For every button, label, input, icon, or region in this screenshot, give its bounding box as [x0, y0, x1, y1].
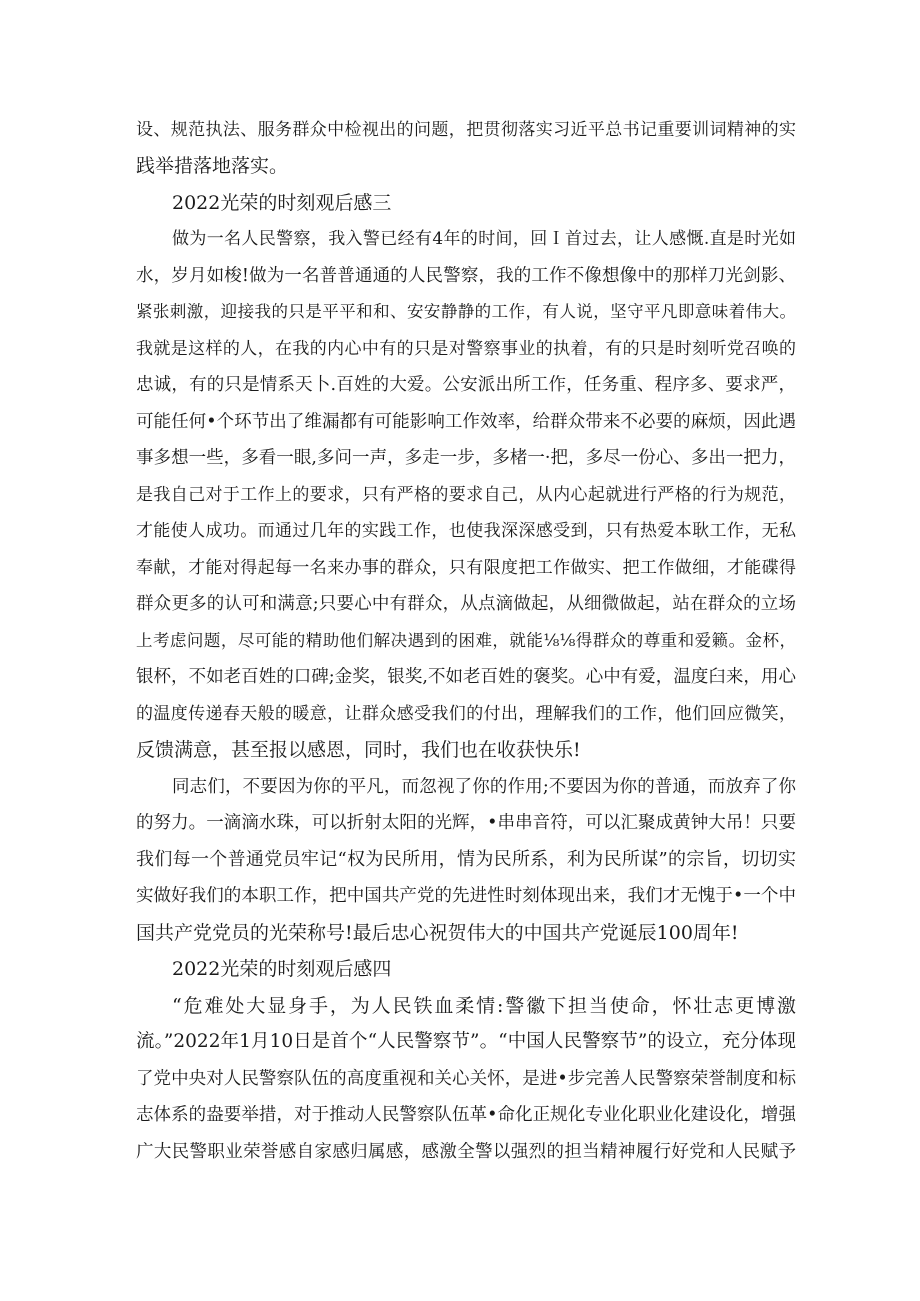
paragraph-2-line-13: 银杯，不如老百姓的口碑;金奖，银奖,不如老百姓的褒奖。心中有爱，温度臼来，用心: [136, 667, 796, 687]
paragraph-2-line-12: 上考虑问题，尽可能的精助他们解决遇到的困难，就能⅛⅛得群众的尊重和爱籁。金杯，: [136, 631, 796, 650]
paragraph-3-line-3: 我们每一个普通党员牢记“权为民所用，情为民所系，利为民所谋”的宗旨，切切实: [136, 849, 796, 870]
paragraph-3-line-2: 的努力。一滴滴水珠，可以折射太阳的光辉，•串串音符，可以汇聚成黄钟大吊！只要: [136, 813, 796, 833]
section-heading-4: 2022光荣的时刻观后感四: [172, 958, 392, 980]
paragraph-3-line-5: 国共产党党员的光荣称号!最后忠心祝贺伟大的中国共产党诞辰100周年!: [136, 922, 739, 944]
paragraph-2-line-10: 奉献，才能对得起每一名来办事的群众，只有限度把工作做实、把工作做细，才能碟得: [136, 558, 796, 578]
paragraph-2-line-1: 做为一名人民警察，我入警已经有4年的时间，回Ｉ首过去，让人感慨.直是时光如: [172, 229, 796, 249]
paragraph-3-line-1: 同志们，不要因为你的平凡，而忽视了你的作用;不要因为你的普通，而放弃了你: [172, 777, 796, 797]
paragraph-4-line-2: 流。”2022年1月10日是首个“人民警察节”。“中国人民警察节”的设立，充分体现: [136, 1031, 796, 1052]
paragraph-1-line-1: 设、规范执法、服务群众中检视出的问题，把贯彻落实习近平总书记重要训词精神的实: [136, 120, 796, 140]
paragraph-2-line-11: 群众更多的认可和满意;只要心中有群众，从点滴做起，从细微做起，站在群众的立场: [136, 594, 796, 614]
section-heading-3: 2022光荣的时刻观后感三: [172, 192, 392, 214]
paragraph-2-line-15: 反馈满意，甚至报以感恩，同时，我们也在收获快乐!: [136, 739, 581, 761]
paragraph-4-line-1: “危难处大显身手，为人民铁血柔情:警徽下担当使命，怀壮志更博激: [172, 995, 796, 1017]
paragraph-2-line-5: 忠诚，有的只是情系天卜.百姓的大爱。公安派出所工作，任务重、程序多、要求严，: [136, 375, 796, 395]
paragraph-4-line-4: 志体系的盎要举措，对于推动人民警察队伍革•命化正规化专业化职业化建设化，增强: [136, 1105, 796, 1125]
paragraph-4-line-5: 广大民警职业荣誉感自家感归属感，感激全警以强烈的担当精神履行好党和人民赋予: [136, 1142, 796, 1162]
paragraph-3-line-4: 实做好我们的本职工作，把中国共产党的先进性时刻体现出来，我们才无愧于•一个中: [136, 886, 796, 906]
paragraph-4-line-3: 了党中央对人民警察队伍的高度重视和关心关怀，是进•步完善人民警察荣誉制度和标: [136, 1069, 796, 1089]
paragraph-2-line-14: 的温度传递春天般的暖意，让群众感受我们的付出，理解我们的工作，他们回应微笑，: [136, 704, 796, 724]
paragraph-2-line-9: 才能使人成功。而通过几年的实践工作，也使我深深感受到，只有热爱本耿工作，无私: [136, 521, 796, 541]
paragraph-1-line-2: 践举措落地落实。: [136, 155, 289, 177]
paragraph-2-line-6: 可能任何•个环节出了维漏都有可能影响工作效率，给群众带来不必要的麻烦，因此遇: [136, 412, 796, 432]
paragraph-2-line-7: 事多想一些，多看一眼,多问一声，多走一步，多楮一·把，多尽一份心、多出一把力，: [136, 448, 796, 468]
paragraph-2-line-4: 我就是这样的人，在我的内心中有的只是对警察事业的执着，有的只是时刻听党召唤的: [136, 339, 796, 359]
paragraph-2-line-2: 水，岁月如梭!做为一名普普通通的人民警察，我的工作不像想像中的那样刀光剑影、: [136, 266, 796, 286]
paragraph-2-line-8: 是我自己对于工作上的要求，只有严格的要求自己，从内心起就进行严格的行为规范，: [136, 485, 796, 505]
paragraph-2-line-3: 紧张刺激，迎接我的只是平平和和、安安静静的工作，有人说，坚守平凡即意味着伟大。: [136, 302, 796, 321]
